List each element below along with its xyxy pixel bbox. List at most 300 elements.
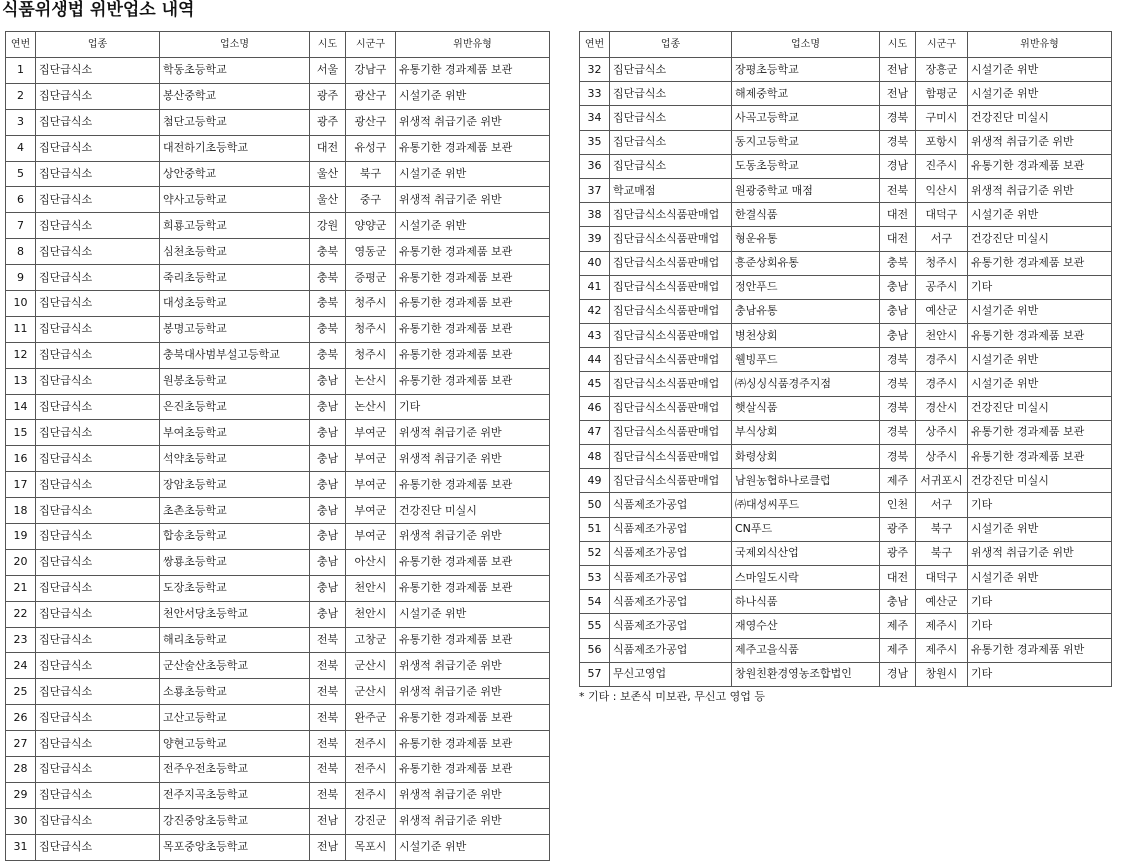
cell-business-name: 남원농협하나로클럽: [732, 469, 880, 493]
cell-sigungu: 포항시: [916, 130, 968, 154]
cell-violation-type: 건강진단 미실시: [968, 227, 1112, 251]
cell-no: 45: [580, 372, 610, 396]
table-row: [580, 469, 1112, 493]
header-business-type: 업종: [610, 32, 732, 58]
table-row: [6, 472, 550, 498]
cell-business-name: 원봉초등학교: [160, 368, 310, 394]
cell-sido: 충북: [880, 251, 916, 275]
cell-no: 56: [580, 638, 610, 662]
cell-sido: 전북: [310, 782, 346, 808]
cell-sido: 경북: [880, 106, 916, 130]
cell-business-name: 전주지곡초등학교: [160, 782, 310, 808]
cell-sido: 충남: [310, 601, 346, 627]
cell-sido: 광주: [310, 83, 346, 109]
header-sido: 시도: [880, 32, 916, 58]
cell-no: 28: [6, 757, 36, 783]
cell-sido: 전남: [310, 808, 346, 834]
table-row: [6, 705, 550, 731]
cell-violation-type: 유통기한 경과제품 보관: [396, 316, 550, 342]
cell-sido: 전북: [310, 653, 346, 679]
header-business-type: 업종: [36, 32, 160, 58]
cell-no: 24: [6, 653, 36, 679]
cell-sigungu: 대덕구: [916, 565, 968, 589]
cell-business-type: 집단급식소: [36, 342, 160, 368]
cell-business-name: 전주우전초등학교: [160, 757, 310, 783]
header-violation-type: 위반유형: [968, 32, 1112, 58]
cell-sido: 경북: [880, 372, 916, 396]
table-row: [580, 58, 1112, 82]
cell-no: 57: [580, 662, 610, 686]
cell-no: 14: [6, 394, 36, 420]
cell-sido: 충남: [880, 299, 916, 323]
cell-business-name: 강진중앙초등학교: [160, 808, 310, 834]
cell-business-type: 집단급식소: [36, 239, 160, 265]
cell-business-type: 집단급식소: [36, 161, 160, 187]
cell-sigungu: 서구: [916, 227, 968, 251]
cell-violation-type: 유통기한 경과제품 보관: [396, 239, 550, 265]
cell-violation-type: 시설기준 위반: [396, 83, 550, 109]
cell-business-type: 집단급식소: [36, 679, 160, 705]
cell-violation-type: 시설기준 위반: [968, 348, 1112, 372]
cell-violation-type: 위생적 취급기준 위반: [396, 782, 550, 808]
cell-business-name: 사곡고등학교: [732, 106, 880, 130]
cell-no: 17: [6, 472, 36, 498]
cell-sigungu: 광산구: [346, 109, 396, 135]
cell-business-type: 집단급식소식품판매업: [610, 396, 732, 420]
cell-no: 22: [6, 601, 36, 627]
cell-no: 37: [580, 178, 610, 202]
cell-no: 42: [580, 299, 610, 323]
table-header-row: [580, 32, 1112, 58]
cell-sido: 전북: [310, 705, 346, 731]
header-sigungu: 시군구: [346, 32, 396, 58]
cell-sido: 전북: [310, 757, 346, 783]
cell-business-type: 집단급식소: [36, 446, 160, 472]
cell-business-type: 집단급식소식품판매업: [610, 372, 732, 396]
cell-sigungu: 상주시: [916, 420, 968, 444]
cell-sigungu: 장흥군: [916, 58, 968, 82]
cell-business-type: 집단급식소: [36, 601, 160, 627]
cell-sigungu: 부여군: [346, 420, 396, 446]
cell-sido: 충남: [310, 394, 346, 420]
cell-business-name: 정안푸드: [732, 275, 880, 299]
cell-no: 38: [580, 203, 610, 227]
cell-business-type: 식품제조가공업: [610, 493, 732, 517]
cell-business-name: 양현고등학교: [160, 731, 310, 757]
cell-business-type: 식품제조가공업: [610, 541, 732, 565]
cell-sido: 충북: [310, 342, 346, 368]
cell-business-type: 집단급식소: [36, 653, 160, 679]
cell-business-type: 식품제조가공업: [610, 565, 732, 589]
cell-business-type: 집단급식소: [36, 316, 160, 342]
cell-business-type: 집단급식소: [36, 394, 160, 420]
table-row: [580, 420, 1112, 444]
cell-no: 19: [6, 524, 36, 550]
cell-no: 29: [6, 782, 36, 808]
cell-sido: 충남: [310, 472, 346, 498]
cell-no: 2: [6, 83, 36, 109]
table-row: [580, 227, 1112, 251]
cell-sigungu: 부여군: [346, 524, 396, 550]
cell-business-type: 식품제조가공업: [610, 614, 732, 638]
table-row: [6, 83, 550, 109]
cell-violation-type: 기타: [968, 590, 1112, 614]
cell-no: 52: [580, 541, 610, 565]
cell-sigungu: 예산군: [916, 299, 968, 323]
cell-business-name: 화령상회: [732, 445, 880, 469]
cell-business-name: 합송초등학교: [160, 524, 310, 550]
cell-sido: 광주: [880, 541, 916, 565]
cell-business-type: 집단급식소식품판매업: [610, 469, 732, 493]
cell-sigungu: 부여군: [346, 498, 396, 524]
table-row: [6, 187, 550, 213]
cell-sido: 전북: [310, 679, 346, 705]
cell-business-type: 집단급식소: [610, 154, 732, 178]
cell-sido: 충남: [310, 524, 346, 550]
cell-business-type: 식품제조가공업: [610, 517, 732, 541]
table-row: [6, 524, 550, 550]
cell-business-type: 집단급식소식품판매업: [610, 348, 732, 372]
cell-no: 15: [6, 420, 36, 446]
cell-business-type: 집단급식소식품판매업: [610, 299, 732, 323]
table-row: [6, 808, 550, 834]
cell-sido: 경북: [880, 445, 916, 469]
cell-sido: 대전: [880, 227, 916, 251]
cell-violation-type: 기타: [968, 493, 1112, 517]
cell-sigungu: 청주시: [346, 342, 396, 368]
cell-sigungu: 제주시: [916, 638, 968, 662]
cell-business-name: 형운유통: [732, 227, 880, 251]
cell-business-type: 집단급식소: [36, 627, 160, 653]
table-row: [580, 299, 1112, 323]
cell-violation-type: 위생적 취급기준 위반: [396, 109, 550, 135]
cell-sido: 경북: [880, 130, 916, 154]
cell-sido: 서울: [310, 58, 346, 84]
cell-sigungu: 광산구: [346, 83, 396, 109]
cell-sigungu: 예산군: [916, 590, 968, 614]
cell-business-name: 해리초등학교: [160, 627, 310, 653]
cell-no: 49: [580, 469, 610, 493]
cell-no: 36: [580, 154, 610, 178]
table-row: [580, 154, 1112, 178]
cell-sigungu: 부여군: [346, 472, 396, 498]
cell-business-type: 집단급식소: [36, 808, 160, 834]
cell-business-type: 집단급식소: [36, 109, 160, 135]
cell-violation-type: 건강진단 미실시: [968, 106, 1112, 130]
cell-business-name: 첨단고등학교: [160, 109, 310, 135]
table-row: [580, 348, 1112, 372]
cell-sido: 전남: [310, 834, 346, 860]
cell-violation-type: 건강진단 미실시: [968, 469, 1112, 493]
cell-business-name: 대전하기초등학교: [160, 135, 310, 161]
cell-violation-type: 기타: [968, 662, 1112, 686]
cell-no: 5: [6, 161, 36, 187]
table-row: [6, 368, 550, 394]
table-row: [580, 275, 1112, 299]
cell-sigungu: 북구: [916, 517, 968, 541]
cell-sido: 경북: [880, 396, 916, 420]
cell-sido: 충북: [310, 265, 346, 291]
table-row: [6, 731, 550, 757]
cell-no: 30: [6, 808, 36, 834]
header-sido: 시도: [310, 32, 346, 58]
cell-business-type: 집단급식소: [36, 549, 160, 575]
cell-business-name: 쌍룡초등학교: [160, 549, 310, 575]
cell-business-type: 학교매점: [610, 178, 732, 202]
cell-no: 25: [6, 679, 36, 705]
violations-table-left: [5, 31, 550, 861]
cell-business-name: 소룡초등학교: [160, 679, 310, 705]
header-violation-type: 위반유형: [396, 32, 550, 58]
cell-sigungu: 북구: [916, 541, 968, 565]
cell-business-name: 원광중학교 매점: [732, 178, 880, 202]
cell-violation-type: 기타: [968, 275, 1112, 299]
cell-violation-type: 기타: [968, 614, 1112, 638]
cell-sido: 충북: [310, 239, 346, 265]
cell-sigungu: 경주시: [916, 348, 968, 372]
table-row: [6, 265, 550, 291]
table-row: [6, 342, 550, 368]
cell-business-type: 집단급식소: [36, 368, 160, 394]
cell-sigungu: 아산시: [346, 549, 396, 575]
cell-sido: 경북: [880, 348, 916, 372]
cell-business-type: 집단급식소: [610, 130, 732, 154]
cell-violation-type: 유통기한 경과제품 보관: [396, 342, 550, 368]
cell-no: 53: [580, 565, 610, 589]
cell-violation-type: 건강진단 미실시: [396, 498, 550, 524]
table-row: [6, 213, 550, 239]
cell-violation-type: 시설기준 위반: [968, 82, 1112, 106]
table-row: [580, 372, 1112, 396]
cell-violation-type: 유통기한 경과제품 보관: [396, 731, 550, 757]
cell-business-name: 흥준상회유통: [732, 251, 880, 275]
cell-sido: 울산: [310, 187, 346, 213]
cell-sigungu: 청주시: [346, 316, 396, 342]
cell-no: 26: [6, 705, 36, 731]
cell-violation-type: 위생적 취급기준 위반: [968, 541, 1112, 565]
cell-business-type: 집단급식소: [36, 834, 160, 860]
cell-sigungu: 청주시: [346, 291, 396, 317]
cell-sigungu: 구미시: [916, 106, 968, 130]
cell-violation-type: 시설기준 위반: [396, 213, 550, 239]
table-row: [580, 203, 1112, 227]
cell-business-type: 집단급식소: [36, 731, 160, 757]
cell-no: 46: [580, 396, 610, 420]
table-row: [580, 517, 1112, 541]
cell-violation-type: 위생적 취급기준 위반: [396, 446, 550, 472]
cell-sigungu: 창원시: [916, 662, 968, 686]
cell-sigungu: 서구: [916, 493, 968, 517]
cell-violation-type: 위생적 취급기준 위반: [396, 420, 550, 446]
cell-no: 9: [6, 265, 36, 291]
cell-sigungu: 북구: [346, 161, 396, 187]
table-row: [6, 109, 550, 135]
table-row: [6, 316, 550, 342]
table-row: [580, 106, 1112, 130]
cell-no: 8: [6, 239, 36, 265]
cell-violation-type: 유통기한 경과제품 보관: [396, 549, 550, 575]
cell-sigungu: 강남구: [346, 58, 396, 84]
cell-sido: 충남: [880, 324, 916, 348]
cell-business-name: 창원친환경영농조합법인: [732, 662, 880, 686]
table-row: [580, 565, 1112, 589]
cell-no: 20: [6, 549, 36, 575]
table-row: [6, 446, 550, 472]
cell-business-type: 집단급식소: [36, 135, 160, 161]
cell-business-name: 초촌초등학교: [160, 498, 310, 524]
cell-no: 41: [580, 275, 610, 299]
cell-no: 13: [6, 368, 36, 394]
cell-business-name: 부여초등학교: [160, 420, 310, 446]
cell-violation-type: 유통기한 경과제품 보관: [968, 154, 1112, 178]
cell-sigungu: 천안시: [346, 601, 396, 627]
table-row: [6, 575, 550, 601]
cell-business-type: 집단급식소: [610, 106, 732, 130]
cell-sido: 충남: [310, 498, 346, 524]
table-row: [6, 498, 550, 524]
cell-business-type: 집단급식소식품판매업: [610, 445, 732, 469]
page-title: 식품위생법 위반업소 내역: [2, 0, 195, 20]
cell-violation-type: 유통기한 경과제품 보관: [396, 705, 550, 731]
cell-no: 47: [580, 420, 610, 444]
cell-sido: 제주: [880, 638, 916, 662]
cell-sido: 전남: [880, 82, 916, 106]
cell-sido: 충남: [880, 275, 916, 299]
cell-no: 50: [580, 493, 610, 517]
table-row: [580, 251, 1112, 275]
cell-sido: 제주: [880, 614, 916, 638]
cell-business-name: 충남유통: [732, 299, 880, 323]
cell-sigungu: 중구: [346, 187, 396, 213]
cell-sigungu: 부여군: [346, 446, 396, 472]
table-row: [580, 445, 1112, 469]
cell-violation-type: 시설기준 위반: [968, 58, 1112, 82]
cell-business-name: 하나식품: [732, 590, 880, 614]
cell-sido: 충남: [310, 446, 346, 472]
cell-business-name: 희룡고등학교: [160, 213, 310, 239]
cell-sigungu: 상주시: [916, 445, 968, 469]
cell-no: 48: [580, 445, 610, 469]
cell-sido: 강원: [310, 213, 346, 239]
cell-business-name: 목포중앙초등학교: [160, 834, 310, 860]
cell-business-name: 해제중학교: [732, 82, 880, 106]
cell-business-name: 심천초등학교: [160, 239, 310, 265]
cell-business-name: 한결식품: [732, 203, 880, 227]
table-row: [6, 653, 550, 679]
cell-sigungu: 서귀포시: [916, 469, 968, 493]
table-row: [6, 58, 550, 84]
cell-business-type: 집단급식소: [610, 82, 732, 106]
cell-business-type: 집단급식소: [36, 58, 160, 84]
table-row: [6, 239, 550, 265]
cell-no: 6: [6, 187, 36, 213]
cell-sigungu: 완주군: [346, 705, 396, 731]
cell-no: 54: [580, 590, 610, 614]
cell-sido: 대전: [310, 135, 346, 161]
cell-business-type: 집단급식소: [36, 265, 160, 291]
cell-violation-type: 위생적 취급기준 위반: [396, 679, 550, 705]
cell-violation-type: 위생적 취급기준 위반: [968, 178, 1112, 202]
table-row: [6, 782, 550, 808]
cell-business-type: 집단급식소: [36, 524, 160, 550]
cell-sigungu: 전주시: [346, 757, 396, 783]
cell-violation-type: 위생적 취급기준 위반: [396, 187, 550, 213]
cell-violation-type: 유통기한 경과제품 보관: [968, 324, 1112, 348]
cell-no: 51: [580, 517, 610, 541]
table-row: [580, 590, 1112, 614]
cell-sido: 충남: [310, 368, 346, 394]
cell-no: 27: [6, 731, 36, 757]
cell-sigungu: 영동군: [346, 239, 396, 265]
cell-business-name: ㈜대성씨푸드: [732, 493, 880, 517]
cell-sido: 충남: [880, 590, 916, 614]
cell-business-name: 재영수산: [732, 614, 880, 638]
cell-no: 40: [580, 251, 610, 275]
cell-no: 31: [6, 834, 36, 860]
cell-sido: 제주: [880, 469, 916, 493]
table-row: [580, 541, 1112, 565]
cell-no: 1: [6, 58, 36, 84]
cell-violation-type: 유통기한 경과제품 보관: [968, 251, 1112, 275]
table-row: [6, 549, 550, 575]
cell-no: 11: [6, 316, 36, 342]
cell-no: 3: [6, 109, 36, 135]
table-row: [580, 396, 1112, 420]
cell-violation-type: 유통기한 경과제품 보관: [396, 472, 550, 498]
table-row: [580, 130, 1112, 154]
cell-violation-type: 위생적 취급기준 위반: [396, 653, 550, 679]
cell-sido: 광주: [310, 109, 346, 135]
cell-sigungu: 군산시: [346, 679, 396, 705]
cell-business-type: 집단급식소식품판매업: [610, 227, 732, 251]
cell-violation-type: 시설기준 위반: [968, 517, 1112, 541]
cell-no: 10: [6, 291, 36, 317]
cell-sido: 광주: [880, 517, 916, 541]
cell-violation-type: 유통기한 경과제품 보관: [968, 445, 1112, 469]
cell-business-name: 학동초등학교: [160, 58, 310, 84]
cell-business-name: 대성초등학교: [160, 291, 310, 317]
violations-table-right: [579, 31, 1112, 687]
table-row: [6, 394, 550, 420]
cell-no: 34: [580, 106, 610, 130]
cell-no: 55: [580, 614, 610, 638]
cell-business-type: 집단급식소: [36, 498, 160, 524]
table-row: [580, 82, 1112, 106]
cell-violation-type: 위생적 취급기준 위반: [396, 524, 550, 550]
cell-violation-type: 기타: [396, 394, 550, 420]
cell-sido: 충북: [310, 291, 346, 317]
cell-no: 4: [6, 135, 36, 161]
cell-business-type: 집단급식소: [36, 213, 160, 239]
table-row: [6, 627, 550, 653]
cell-sigungu: 경산시: [916, 396, 968, 420]
cell-business-name: 봉명고등학교: [160, 316, 310, 342]
table-row: [6, 135, 550, 161]
cell-violation-type: 유통기한 경과제품 보관: [396, 265, 550, 291]
cell-business-type: 식품제조가공업: [610, 590, 732, 614]
cell-business-type: 집단급식소: [36, 575, 160, 601]
cell-sigungu: 익산시: [916, 178, 968, 202]
cell-business-name: 봉산중학교: [160, 83, 310, 109]
cell-violation-type: 시설기준 위반: [968, 372, 1112, 396]
cell-violation-type: 위생적 취급기준 위반: [968, 130, 1112, 154]
cell-sido: 대전: [880, 565, 916, 589]
cell-business-name: 스마일도시락: [732, 565, 880, 589]
cell-sigungu: 강진군: [346, 808, 396, 834]
cell-sido: 경남: [880, 662, 916, 686]
cell-business-name: 웰빙푸드: [732, 348, 880, 372]
cell-sigungu: 천안시: [346, 575, 396, 601]
